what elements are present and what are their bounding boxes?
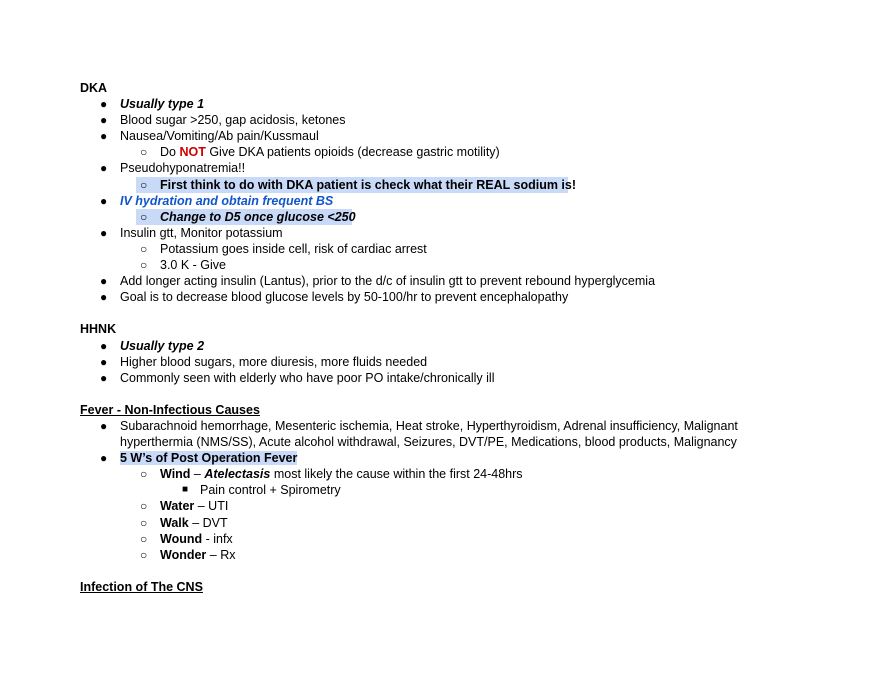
circle-bullet-icon: ○ — [140, 209, 148, 224]
list-item — [80, 257, 810, 273]
list-item — [80, 498, 810, 514]
wind-cause: Atelectasis — [204, 467, 271, 482]
list-item — [80, 289, 810, 305]
bullet-icon: ● — [100, 113, 108, 128]
bullet-icon: ● — [100, 370, 108, 385]
bullet-icon: ● — [100, 97, 108, 112]
bullet-icon: ● — [100, 290, 108, 305]
cns-heading: Infection of The CNS — [80, 579, 203, 594]
list-item — [80, 144, 810, 160]
fever-heading: Fever - Non-Infectious Causes — [80, 402, 260, 417]
list-item — [80, 112, 810, 128]
wind-rest: most likely the cause within the first 24-48hrs — [270, 467, 523, 482]
hhnk-elderly: Commonly seen with elderly who have poor PO intake/chronically ill — [120, 370, 495, 385]
water-label: Water — [160, 499, 195, 514]
wonder-label: Wonder — [160, 547, 207, 562]
fever-causes: Subarachnoid hemorrhage, Mesenteric ischemia, Heat stroke, Hyperthyroidism, Adrenal insufficiency, Malignant hyperthermia (NMS/SS), Acute alcohol withdrawal, Seizures, DVT/PE, Medications, blood products, Malignancy — [120, 418, 738, 450]
bullet-icon: ● — [100, 129, 108, 144]
circle-bullet-icon: ○ — [140, 145, 148, 160]
dka-symptoms: Nausea/Vomiting/Ab pain/Kussmaul — [120, 129, 319, 144]
bullet-icon: ● — [100, 338, 108, 353]
dka-opioid-post: Give DKA patients opioids (decrease gastric motility) — [205, 145, 500, 160]
circle-bullet-icon: ○ — [140, 547, 148, 562]
dka-pseudo: Pseudohyponatremia!! — [120, 161, 246, 176]
list-item — [80, 160, 810, 176]
hhnk-heading: HHNK — [80, 322, 117, 337]
dka-d5: Change to D5 once glucose <250 — [160, 209, 356, 224]
wind-sub: Pain control + Spirometry — [200, 483, 341, 498]
circle-bullet-icon: ○ — [140, 515, 148, 530]
list-item — [80, 466, 810, 482]
list-item — [80, 128, 810, 144]
dka-type: Usually type 1 — [120, 97, 205, 112]
bullet-icon: ● — [100, 274, 108, 289]
dka-opioid-not: NOT — [179, 145, 206, 160]
dka-labs: Blood sugar >250, gap acidosis, ketones — [120, 113, 346, 128]
list-item — [80, 273, 810, 289]
list-item — [80, 209, 810, 225]
list-item — [80, 193, 810, 209]
list-item — [80, 450, 810, 466]
list-item — [80, 354, 810, 370]
wind-label: Wind — [160, 467, 191, 482]
list-item — [80, 547, 810, 563]
list-item — [80, 370, 810, 386]
list-item — [80, 225, 810, 241]
document-body — [80, 80, 810, 595]
list-item — [80, 482, 810, 498]
circle-bullet-icon: ○ — [140, 531, 148, 546]
square-bullet-icon: ■ — [182, 484, 189, 496]
dka-k-give: 3.0 K - Give — [160, 258, 226, 273]
dka-k-cell: Potassium goes inside cell, risk of cardiac arrest — [160, 241, 427, 256]
list-item — [80, 531, 810, 547]
circle-bullet-icon: ○ — [140, 467, 148, 482]
list-item — [80, 418, 810, 450]
walk-rest: – DVT — [188, 515, 228, 530]
dka-opioid-pre: Do — [160, 145, 180, 160]
walk-label: Walk — [160, 515, 189, 530]
bullet-icon: ● — [100, 193, 108, 208]
bullet-icon: ● — [100, 161, 108, 176]
wind-dash: – — [190, 467, 205, 482]
circle-bullet-icon: ○ — [140, 258, 148, 273]
dka-sodium: First think to do with DKA patient is check what their REAL sodium is! — [160, 177, 577, 192]
list-item — [80, 241, 810, 257]
dka-heading: DKA — [80, 81, 108, 95]
circle-bullet-icon: ○ — [140, 177, 148, 192]
circle-bullet-icon: ○ — [140, 241, 148, 256]
circle-bullet-icon: ○ — [140, 499, 148, 514]
list-item — [80, 96, 810, 112]
list-item — [80, 177, 810, 193]
water-rest: – UTI — [194, 499, 229, 514]
dka-lantus: Add longer acting insulin (Lantus), prior to the d/c of insulin gtt to prevent rebound hyperglycemia — [120, 274, 656, 289]
list-item — [80, 515, 810, 531]
dka-goal: Goal is to decrease blood glucose levels by 50-100/hr to prevent encephalopathy — [120, 290, 569, 305]
wound-rest: - infx — [202, 531, 233, 546]
bullet-icon: ● — [100, 418, 108, 433]
fever-five-w: 5 W’s of Post Operation Fever — [120, 451, 298, 466]
wound-label: Wound — [160, 531, 203, 546]
hhnk-sugars: Higher blood sugars, more diuresis, more fluids needed — [120, 354, 428, 369]
bullet-icon: ● — [100, 354, 108, 369]
dka-insulin: Insulin gtt, Monitor potassium — [120, 225, 283, 240]
dka-hydration: IV hydration and obtain frequent BS — [120, 193, 334, 208]
hhnk-type: Usually type 2 — [120, 338, 205, 353]
bullet-icon: ● — [100, 225, 108, 240]
list-item — [80, 338, 810, 354]
wonder-rest: – Rx — [206, 547, 236, 562]
bullet-icon: ● — [100, 451, 108, 466]
